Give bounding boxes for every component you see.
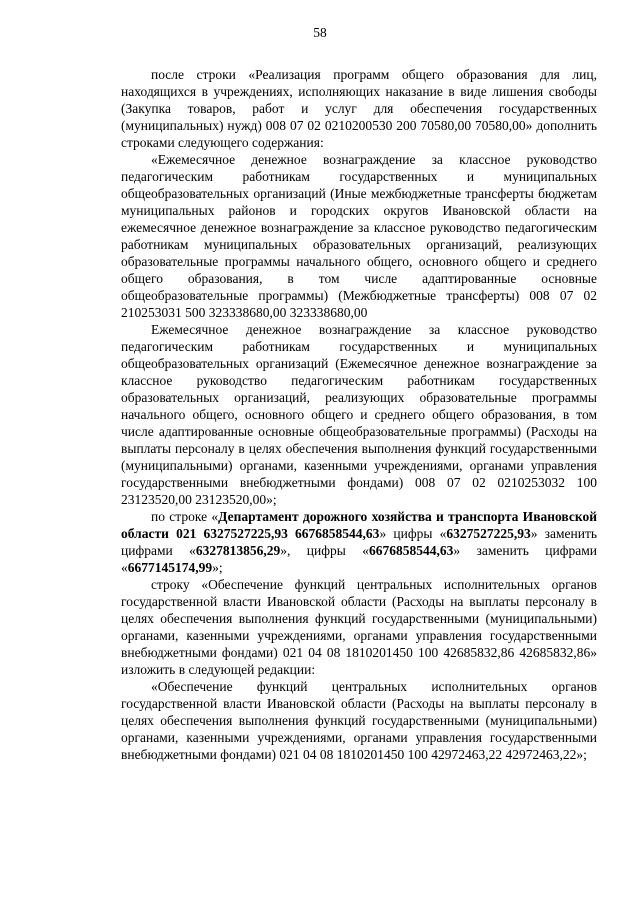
text-run: по строке «	[151, 509, 219, 524]
bold-text: 6676858544,63	[368, 543, 454, 558]
paragraph	[121, 66, 597, 151]
paragraph	[121, 508, 597, 576]
paragraph	[121, 576, 597, 678]
text-run: «Обеспечение функций центральных исполнительных органов государственной власти Ивановской области (Расходы на выплаты персоналу в целях обеспечения выполнения функций государственными (муниципальными) органами, казенными учреждениями, органами управления государственными внебюджетными фондами) 021 04 08 1810201450 100 42972463,22 42972463,22»;	[121, 679, 597, 762]
text-run: » заменить цифрами «	[121, 526, 597, 558]
bold-text: 6327813856,29	[195, 543, 281, 558]
text-run: Ежемесячное денежное вознаграждение за классное руководство педагогическим работникам государственных и муниципальных общеобразовательных организаций (Ежемесячное денежное вознаграждение за классное руководство педагогическим работникам государственных образовательных организаций, реализующих образовательные программы начального общего, основного общего и среднего общего образования, в том числе адаптированные основные общеобразовательные программы) (Расходы на выплаты персоналу в целях обеспечения выполнения функций государственными (муниципальными) органами, казенными учреждениями, органами управления государственными внебюджетными фондами) 008 07 02 0210253032 100 23123520,00 23123520,00»;	[121, 322, 597, 507]
text-run: »;	[212, 560, 223, 575]
bold-text: 6677145174,99	[127, 560, 213, 575]
paragraph	[121, 151, 597, 321]
text-run: », цифры «	[280, 543, 369, 558]
text-run: после строки «Реализация программ общего образования для лиц, находящихся в учреждениях, исполняющих наказание в виде лишения свободы (Закупка товаров, работ и услуг для обеспечения государственных (муниципальных) нужд) 008 07 02 0210200530 200 70580,00 70580,00» дополнить строками следующего содержания:	[121, 67, 597, 150]
text-run: строку «Обеспечение функций центральных исполнительных органов государственной власти Ивановской области (Расходы на выплаты персоналу в целях обеспечения выполнения функций государственными (муниципальными) органами, казенными учреждениями, органами управления государственными внебюджетными фондами) 021 04 08 1810201450 100 42685832,86 42685832,86» изложить в следующей редакции:	[121, 577, 597, 677]
text-run: «Ежемесячное денежное вознаграждение за классное руководство педагогическим работникам государственных и муниципальных общеобразовательных организаций (Иные межбюджетные трансферты бюджетам муниципальных районов и городских округов Ивановской области на ежемесячное денежное вознаграждение за классное руководство педагогическим работникам муниципальных образовательных организаций, реализующих образовательные программы начального общего, основного общего и среднего общего образования, в том числе адаптированные основные общеобразовательные программы) (Межбюджетные трансферты) 008 07 02 210253031 500 323338680,00 323338680,00	[121, 152, 597, 320]
paragraph	[121, 321, 597, 508]
page-number: 58	[313, 25, 327, 40]
bold-text: Департамент дорожного хозяйства и транспорта Ивановской области 021 6327527225,93 6676858544,63	[121, 509, 597, 541]
text-run: » заменить цифрами «	[121, 543, 597, 575]
document-body	[121, 66, 597, 763]
paragraph	[121, 678, 597, 763]
bold-text: 6327527225,93	[446, 526, 531, 541]
text-run: » цифры «	[379, 526, 447, 541]
